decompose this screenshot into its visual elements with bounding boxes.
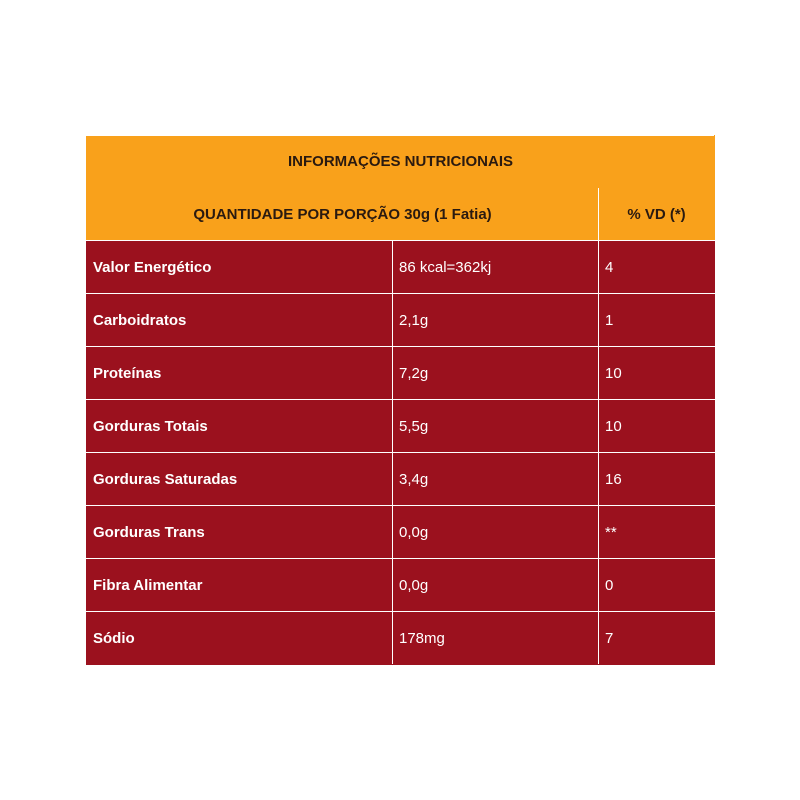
nutrient-amount: 7,2g (393, 347, 599, 400)
nutrient-amount: 5,5g (393, 400, 599, 453)
nutrient-amount: 178mg (393, 612, 599, 665)
table-title: INFORMAÇÕES NUTRICIONAIS (87, 136, 715, 188)
nutrient-name: Gorduras Saturadas (87, 453, 393, 506)
nutrient-amount: 0,0g (393, 506, 599, 559)
nutrient-name: Carboidratos (87, 294, 393, 347)
nutrient-name: Valor Energético (87, 241, 393, 294)
nutrient-daily-value: 4 (599, 241, 715, 294)
nutrient-daily-value: 10 (599, 347, 715, 400)
table-row (87, 347, 715, 400)
table-title-row (87, 136, 715, 188)
table-header-row (87, 188, 715, 241)
nutrient-name: Gorduras Trans (87, 506, 393, 559)
nutrition-facts-table (86, 135, 715, 665)
nutrient-daily-value: 1 (599, 294, 715, 347)
nutrient-amount: 86 kcal=362kj (393, 241, 599, 294)
nutrient-name: Proteínas (87, 347, 393, 400)
portion-header: QUANTIDADE POR PORÇÃO 30g (1 Fatia) (87, 188, 599, 241)
nutrient-amount: 0,0g (393, 559, 599, 612)
table-row (87, 241, 715, 294)
nutrient-amount: 3,4g (393, 453, 599, 506)
nutrient-daily-value: ** (599, 506, 715, 559)
table-row (87, 506, 715, 559)
nutrient-daily-value: 0 (599, 559, 715, 612)
table-row (87, 294, 715, 347)
daily-value-header: % VD (*) (599, 188, 715, 241)
table-row (87, 453, 715, 506)
nutrient-daily-value: 7 (599, 612, 715, 665)
nutrient-amount: 2,1g (393, 294, 599, 347)
nutrition-facts-table-container (86, 135, 714, 665)
nutrient-name: Fibra Alimentar (87, 559, 393, 612)
nutrient-name: Sódio (87, 612, 393, 665)
table-row (87, 559, 715, 612)
nutrient-daily-value: 10 (599, 400, 715, 453)
table-row (87, 400, 715, 453)
table-row (87, 612, 715, 665)
nutrient-name: Gorduras Totais (87, 400, 393, 453)
nutrient-daily-value: 16 (599, 453, 715, 506)
